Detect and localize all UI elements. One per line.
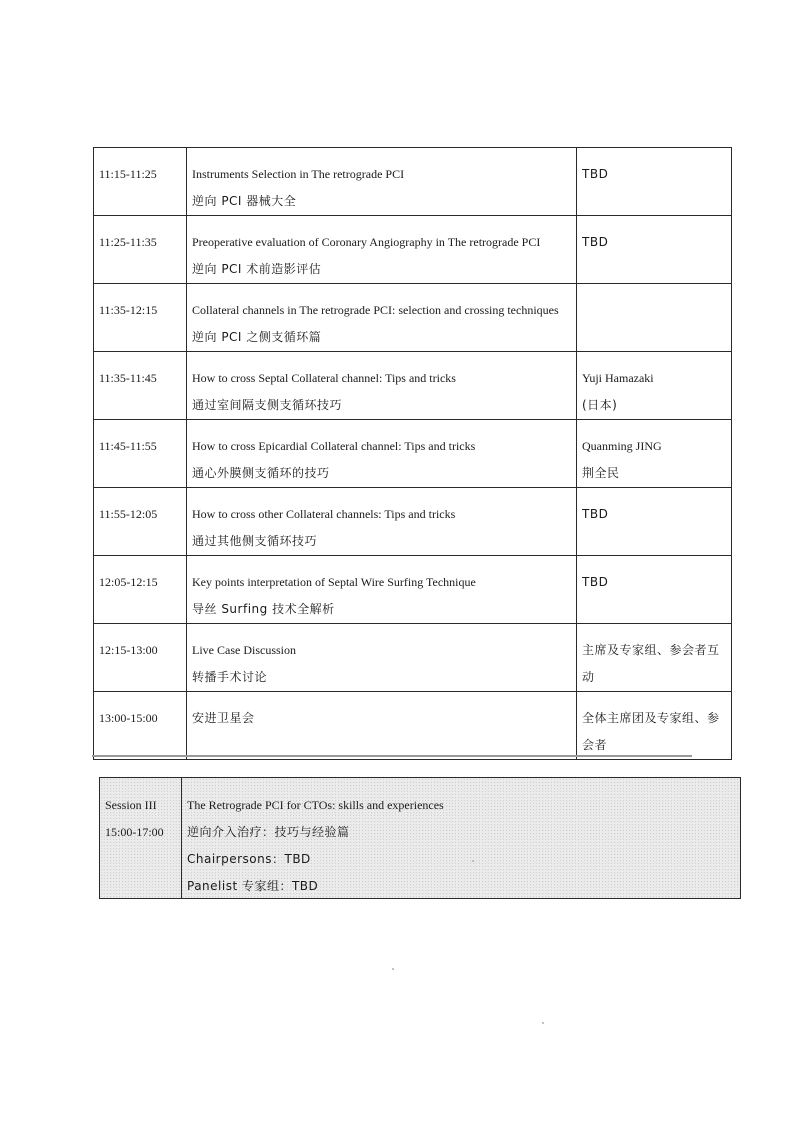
speaker-cell: [577, 420, 732, 488]
table-row: [94, 624, 732, 692]
time-text: 11:35-12:15: [99, 303, 158, 317]
scan-speck: [392, 968, 394, 970]
time-cell: [94, 624, 187, 692]
speaker-cell: [577, 624, 732, 692]
speaker-cell: [577, 488, 732, 556]
table-row: [94, 216, 732, 284]
topic-cell: [187, 692, 577, 760]
topic-zh: 通过其他侧支循环技巧: [192, 534, 318, 548]
table-row: [94, 352, 732, 420]
topic-en: How to cross Septal Collateral channel: Tips and tricks: [192, 371, 456, 385]
table-row: [94, 692, 732, 760]
topic-cell: [187, 556, 577, 624]
session-time: 15:00-17:00: [105, 825, 164, 839]
time-cell: [94, 488, 187, 556]
topic-cell: [187, 488, 577, 556]
speaker-line-1: TBD: [582, 235, 609, 249]
topic-zh: 逆向 PCI 术前造影评估: [192, 262, 322, 276]
table-row: [94, 420, 732, 488]
speaker-cell: [577, 556, 732, 624]
time-cell: [94, 556, 187, 624]
topic-cell: [187, 420, 577, 488]
topic-en: Collateral channels in The retrograde PCI: selection and crossing techniques: [192, 303, 559, 317]
time-text: 13:00-15:00: [99, 711, 158, 725]
session-panelist: Panelist 专家组：TBD: [187, 879, 319, 893]
time-text: 11:55-12:05: [99, 507, 158, 521]
speaker-cell: [577, 216, 732, 284]
schedule-table: [93, 147, 732, 760]
time-cell: [94, 420, 187, 488]
session-title-zh: 逆向介入治疗：技巧与经验篇: [187, 825, 350, 839]
topic-en: Preoperative evaluation of Coronary Angiography in The retrograde PCI: [192, 235, 541, 249]
table-row: [94, 556, 732, 624]
session-title-en: The Retrograde PCI for CTOs: skills and experiences: [187, 798, 444, 812]
speaker-line-1: Yuji Hamazaki: [582, 371, 654, 385]
speaker-line-1: TBD: [582, 575, 609, 589]
speaker-line-1: TBD: [582, 167, 609, 181]
topic-en: Live Case Discussion: [192, 643, 296, 657]
speaker-line-1: 全体主席团及专家组、参: [582, 711, 720, 725]
time-text: 11:35-11:45: [99, 371, 157, 385]
topic-zh: 转播手术讨论: [192, 670, 268, 684]
topic-cell: [187, 284, 577, 352]
topic-en: 安进卫星会: [192, 711, 255, 725]
speaker-cell: [577, 352, 732, 420]
time-text: 11:45-11:55: [99, 439, 157, 453]
topic-zh: 导丝 Surfing 技术全解析: [192, 602, 335, 616]
topic-cell: [187, 352, 577, 420]
speaker-cell: [577, 692, 732, 760]
session-label-cell: [100, 778, 182, 898]
topic-zh: 逆向 PCI 器械大全: [192, 194, 297, 208]
topic-cell: [187, 216, 577, 284]
speaker-line-2: 会者: [582, 738, 608, 752]
speaker-line-1: TBD: [582, 507, 609, 521]
time-cell: [94, 352, 187, 420]
table-row: [94, 148, 732, 216]
topic-zh: 逆向 PCI 之侧支循环篇: [192, 330, 322, 344]
time-cell: [94, 284, 187, 352]
speaker-line-1: 主席及专家组、参会者互: [582, 643, 720, 657]
session-label: Session III: [105, 798, 157, 812]
topic-en: How to cross Epicardial Collateral channel: Tips and tricks: [192, 439, 476, 453]
session-block: [99, 777, 741, 899]
speaker-cell: [577, 148, 732, 216]
topic-cell: [187, 148, 577, 216]
topic-cell: [187, 624, 577, 692]
scan-speck: [542, 1022, 544, 1024]
table-row: [94, 284, 732, 352]
section-divider: [92, 755, 692, 757]
topic-en: How to cross other Collateral channels: Tips and tricks: [192, 507, 456, 521]
session-chairpersons: Chairpersons：TBD: [187, 852, 311, 866]
time-text: 11:15-11:25: [99, 167, 157, 181]
time-cell: [94, 216, 187, 284]
topic-zh: 通心外膜侧支循环的技巧: [192, 466, 330, 480]
speaker-line-2: 荆全民: [582, 466, 620, 480]
time-text: 12:15-13:00: [99, 643, 158, 657]
time-text: 11:25-11:35: [99, 235, 157, 249]
time-cell: [94, 692, 187, 760]
topic-zh: 通过室间隔支侧支循环技巧: [192, 398, 343, 412]
speaker-cell: [577, 284, 732, 352]
session-info-cell: [182, 778, 444, 898]
table-row: [94, 488, 732, 556]
time-cell: [94, 148, 187, 216]
scan-speck: [472, 860, 474, 862]
topic-en: Instruments Selection in The retrograde PCI: [192, 167, 405, 181]
time-text: 12:05-12:15: [99, 575, 158, 589]
topic-en: Key points interpretation of Septal Wire Surfing Technique: [192, 575, 476, 589]
speaker-line-2: (日本): [582, 398, 618, 412]
speaker-line-2: 动: [582, 670, 595, 684]
speaker-line-1: Quanming JING: [582, 439, 662, 453]
